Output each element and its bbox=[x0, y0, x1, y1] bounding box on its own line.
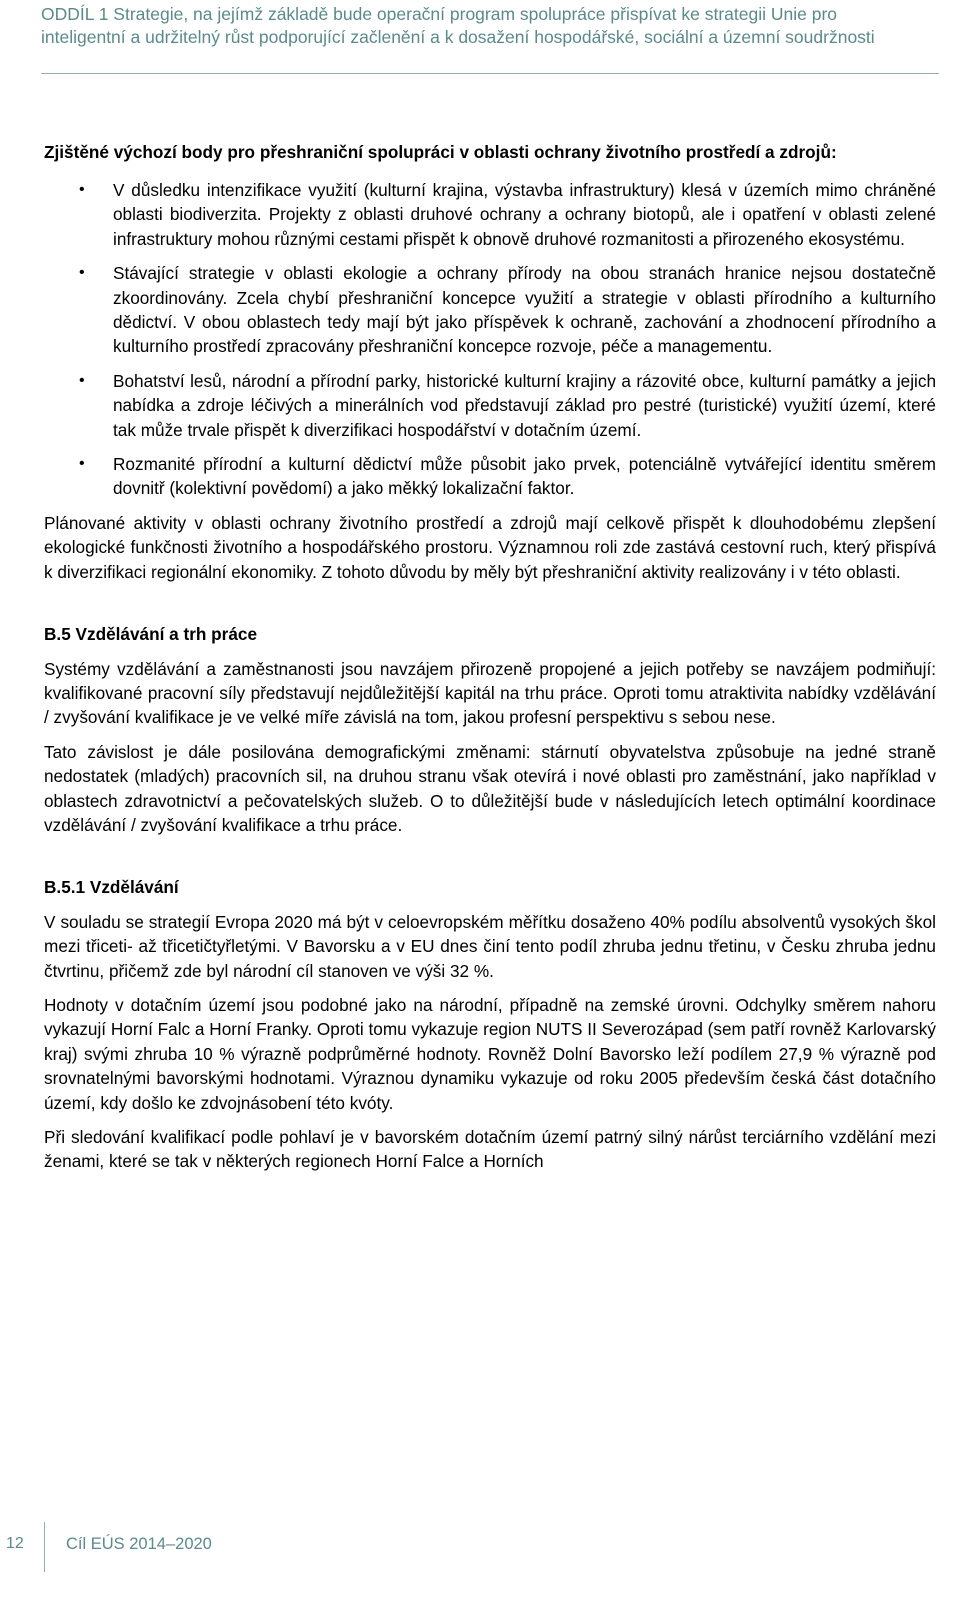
bullet-item: • V důsledku intenzifikace využití (kulturní krajina, výstavba infrastruktury) klesá v územích mimo chráněné oblasti biodiverzita. Projekty z oblasti druhové ochrany a ochrany biotopů, ale i opatření v oblasti zelené infrastruktury mohou různými cestami přispět k obnově druhové rozmanitosti a přirozeného ekosystému. bbox=[44, 178, 936, 251]
paragraph: Při sledování kvalifikací podle pohlaví je v bavorském dotačním území patrný silný nárůst terciárního vzdělání mezi ženami, které se tak v některých regionech Horní Falce a Horních bbox=[44, 1127, 936, 1172]
section-heading-b51: B.5.1 Vzdělávání bbox=[44, 877, 179, 898]
paragraph: Systémy vzdělávání a zaměstnanosti jsou navzájem přirozeně propojené a jejich potřeby se navzájem podmiňují: kvalifikované pracovní síly představují nejdůležitější kapitál na trhu práce. Oproti tomu atraktivita nabídky vzdělávání / zvyšování kvalifikace je ve velké míře závislá na tom, jakou profesní perspektivu s sebou nese. bbox=[44, 658, 936, 728]
footer-divider bbox=[44, 1522, 45, 1572]
page-header-title: ODDÍL 1 Strategie, na jejímž základě bude operační program spolupráce přispívat ke strategii Unie pro inteligentní a udržitelný růst podporující začlenění a k dosažení hospodářské, sociální a územní soudržnosti bbox=[41, 4, 875, 47]
page-header bbox=[41, 3, 921, 48]
environment-paragraph: Plánované aktivity v oblasti ochrany životního prostředí a zdrojů mají celkově přispět k dlouhodobému zlepšení ekologické funkčnosti životního a hospodářského prostoru. Významnou roli zde zastává cestovní ruch, který přispívá k diverzifikaci regionální ekonomiky. Z tohoto důvodu by měly být přeshraniční aktivity realizovány i v této oblasti. bbox=[44, 512, 936, 582]
header-divider bbox=[41, 73, 939, 74]
page-footer bbox=[0, 1522, 960, 1582]
environment-heading: Zjištěné výchozí body pro přeshraniční spolupráci v oblasti ochrany životního prostředí a zdrojů: bbox=[44, 142, 837, 162]
page-number: 12 bbox=[6, 1535, 24, 1552]
bullet-item: • Rozmanité přírodní a kulturní dědictví může působit jako prvek, potenciálně vytvářející identitu směrem dovnitř (kolektivní povědomí) a jako měkký lokalizační faktor. bbox=[44, 452, 936, 501]
section-heading-b5: B.5 Vzdělávání a trh práce bbox=[44, 624, 258, 645]
paragraph: V souladu se strategií Evropa 2020 má být v celoevropském měřítku dosaženo 40% podílu absolventů vysokých škol mezi třiceti- až třicetičtyřletými. V Bavorsku a v EU dnes činí tento podíl zhruba jednu třetinu, v Česku zhruba jednu čtvrtinu, přičemž zde byl národní cíl stanoven ve výši 32 %. bbox=[44, 911, 936, 981]
document-body bbox=[44, 140, 936, 1184]
bullet-item: • Stávající strategie v oblasti ekologie a ochrany přírody na obou stranách hranice nejsou dostatečně zkoordinovány. Zcela chybí přeshraniční koncepce využití a strategie v oblasti přírodního a kulturního dědictví. V obou oblastech tedy mají být jako příspěvek k ochraně, zachování a zhodnocení přírodního a kulturního prostředí zpracovány přeshraniční koncepce rozvoje, péče a managementu. bbox=[44, 261, 936, 359]
paragraph: Hodnoty v dotačním území jsou podobné jako na národní, případně na zemské úrovni. Odchylky směrem nahoru vykazují Horní Falc a Horní Franky. Oproti tomu vykazuje region NUTS II Severozápad (sem patří rovněž Karlovarský kraj) svými zhruba 10 % výrazně podprůměrné hodnoty. Rovněž Dolní Bavorsko leží podílem 27,9 % výrazně pod srovnatelnými bavorskými hodnotami. Výraznou dynamiku vykazuje od roku 2005 především česká část dotačního území, kdy došlo ke zdvojnásobení této kvóty. bbox=[44, 994, 936, 1113]
bullet-item: • Bohatství lesů, národní a přírodní parky, historické kulturní krajiny a rázovité obce, kulturní památky a jejich nabídka a zdroje léčivých a minerálních vod představují základ pro pestré (turistické) využití území, které tak může trvale přispět k diverzifikaci hospodářství v dotačním území. bbox=[44, 369, 936, 442]
program-name: Cíl EÚS 2014–2020 bbox=[66, 1535, 212, 1553]
environment-bullet-list bbox=[44, 178, 936, 501]
paragraph: Tato závislost je dále posilována demografickými změnami: stárnutí obyvatelstva způsobuje na jedné straně nedostatek (mladých) pracovních sil, na druhou stranu však otevírá i nové oblasti pro zaměstnání, jako například v oblastech zdravotnictví a pečovatelských služeb. O to důležitější bude v následujících letech optimální koordinace vzdělávání / zvyšování kvalifikace a trhu práce. bbox=[44, 741, 936, 835]
